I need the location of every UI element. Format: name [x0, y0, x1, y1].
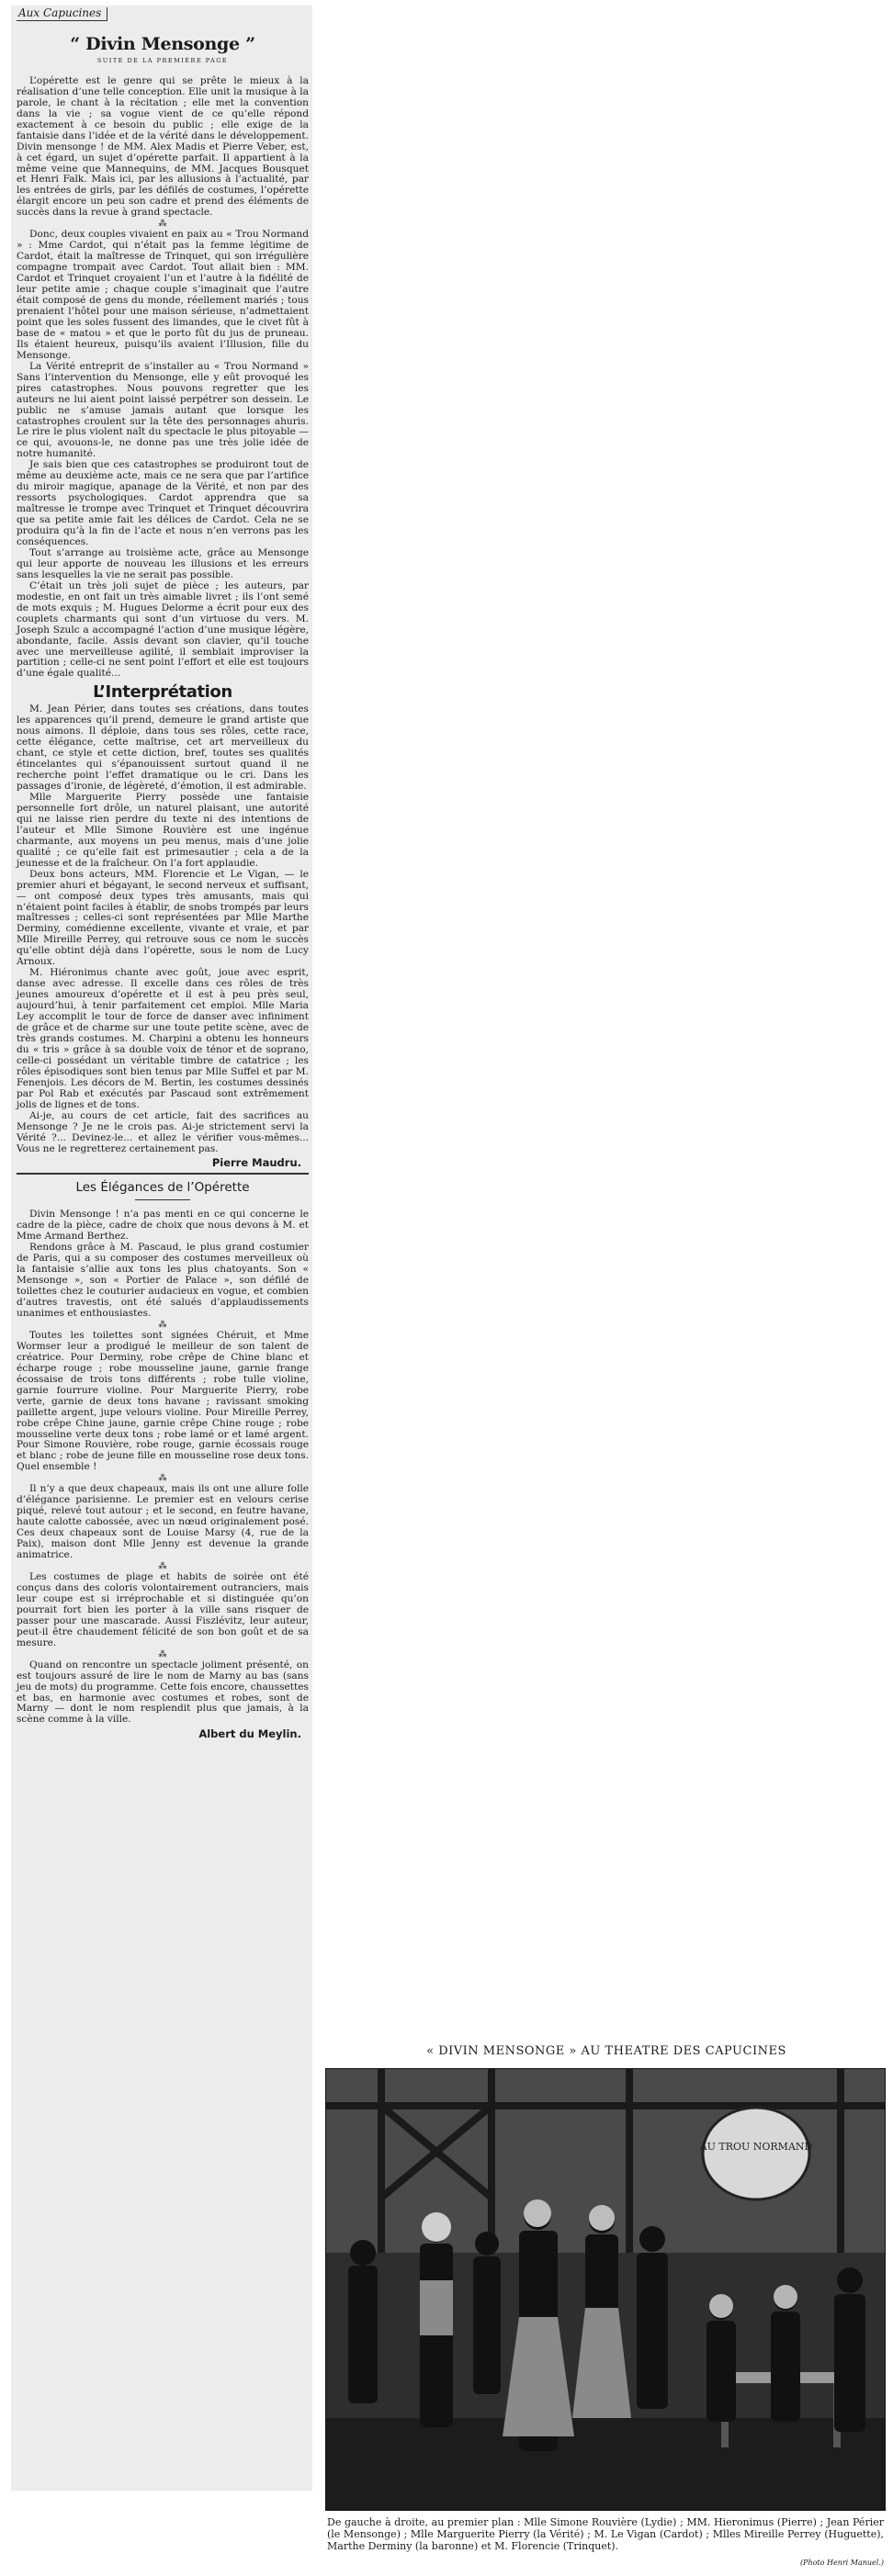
- photo-credit: (Photo Henri Manuel.): [799, 2559, 884, 2567]
- separator-stars: ⁂: [158, 1474, 167, 1484]
- interpretation-heading: L’Interprétation: [93, 682, 232, 703]
- interpretation-paragraph: Deux bons acteurs, MM. Florencie et Le Vigan, — le premier ahuri et bégayant, le second nerveux et suffisant, — ont composé deux types très amusants, mais qui n’étaient point faciles à établir, de snobs trompés par leurs maîtresses ; celles-ci sont représentées par Mlle Marthe Derminy, comédienne excellente, vivante et vraie, et par Mlle Mireille Perrey, qui retrouve sous ce nom le succès qu’elle obtint déjà dans l’opérette, sous le nom de Lucy Arnoux.: [17, 868, 309, 968]
- photo-figure: [322, 2039, 891, 2576]
- elegances-paragraph: Divin Mensonge ! n’a pas menti en ce qui concerne le cadre de la pièce, cadre de choix que nous devons à M. et Mme Armand Berthez.: [17, 1209, 309, 1243]
- separator-stars: ⁂: [158, 219, 167, 230]
- story-paragraph: Tout s’arrange au troisième acte, grâce au Mensonge qui leur apporte de nouveau les illusions et les erreurs sans lesquelles la vie ne serait pas possible.: [17, 546, 309, 580]
- separator-stars: ⁂: [158, 1320, 167, 1330]
- interpretation-paragraph: M. Jean Périer, dans toutes ses créations, dans toutes les apparences qu’il prend, demeure le grand artiste que nous aimons. Il déploie, dans tous ses rôles, cette race, cette élégance, cette maîtrise, cet art merveilleux du chant, ce style et cette diction, bref, toutes ses qualités étincelantes qui s’épanouissent surtout quand il ne recherche point l’effet dramatique ou le cri. Dans les passages d’ironie, de légèreté, d’émotion, il est admirable.: [17, 703, 309, 793]
- elegances-paragraph: Les costumes de plage et habits de soirée ont été conçus dans des coloris volontairement outranciers, mais leur coupe est si irréprochable et si distinguée qu’on pourrait fort bien les porter à la ville sans risquer de passer pour une mascarade. Aussi Fiszlévitz, leur auteur, peut-il être chaudement félicité de son bon goût et de sa mesure.: [17, 1571, 309, 1648]
- story-paragraph: La Vérité entreprit de s’installer au « Trou Normand » Sans l’intervention du Mensonge, elle y eût provoqué les pires catastrophes. Nous pouvons regretter que les auteurs ne lui aient point laissé perpétrer son dessein. Le public ne s’amuse jamais autant que lorsque les catastrophes croulent sur la tête des personnages ahuris. Le rire le plus violent naît du spectacle le plus pitoyable — ce qui, avouons-le, ne donne pas une très jolie idée de notre humanité.: [17, 360, 309, 460]
- elegances-paragraph: Il n’y a que deux chapeaux, mais ils ont une allure folle d’élégance parisienne. Le premier est en velours cerise piqué, relevé tout autour ; et le second, en feutre havane, haute calotte cabossée, avec un nœud originalement posé. Ces deux chapeaux sont de Louise Marsy (4, rue de la Paix), maison dont Mlle Jenny est devenue la grande animatrice.: [17, 1483, 309, 1561]
- elegances-heading: Les Élégances de l’Opérette: [75, 1180, 250, 1196]
- heading-underline: [135, 1199, 190, 1200]
- signature-meylin: Albert du Meylin.: [198, 1727, 301, 1741]
- story-paragraph: Donc, deux couples vivaient en paix au « Trou Normand » : Mme Cardot, qui n’était pas la femme légitime de Cardot, était la maîtresse de Trinquet, qui son irrégulière compagne trompait avec Cardot. Tout allait bien : MM. Cardot et Trinquet croyaient l’un et l’autre à la fidélité de leur petite amie ; chaque couple s’imaginait que l’autre était composé de gens du monde, réellement mariés ; tous prenaient l’hôtel pour une maison sérieuse, n’admettaient point que les soles fussent des limandes, que le civet fût à base de « matou » et que le porto fût du jus de pruneau. Ils étaient heureux, puisqu’ils avaient l’Illusion, fille du Mensonge.: [17, 229, 309, 361]
- interpretation-paragraph: Mlle Marguerite Pierry possède une fantaisie personnelle fort drôle, un naturel plaisant, une autorité qui ne laisse rien perdre du texte ni des intentions de l’auteur et Mlle Simone Rouvière est une ingénue charmante, aux moyens un peu menus, mais d’une jolie qualité ; ce qu’elle fait est primesautier ; cela a de la jeunesse et de la fraîcheur. On l’a fort applaudie.: [17, 792, 309, 869]
- separator-stars: ⁂: [158, 1562, 167, 1571]
- stage-photo-image: [326, 2069, 885, 2510]
- inn-sign-text: AU TROU NORMAND: [699, 2141, 813, 2153]
- stage-photo: [325, 2068, 886, 2511]
- section-divider: [17, 1173, 309, 1175]
- intro-paragraph: L’opérette est le genre qui se prête le mieux à la réalisation d’une telle conception. Elle unit la musique à la parole, le chant à la récitation ; elle met la convention dans la vie ; sa vogue vient de ce qu’elle répond exactement à ce besoin du public ; elle exige de la fantaisie dans l’idée et de la vérité dans le développement. Divin mensonge ! de MM. Alex Madis et Pierre Veber, est, à cet égard, un sujet d’opérette parfait. Il appartient à la même veine que Mannequins, de MM. Jacques Bousquet et Henri Falk. Mais ici, par les allusions à l’actualité, par les entrées de girls, par les défilés de costumes, l’opérette élargit encore un peu son cadre et prend des éléments de succès dans la revue à grand spectacle.: [17, 74, 309, 219]
- elegances-paragraph: Toutes les toilettes sont signées Chéruit, et Mme Wormser leur a prodigué le meilleur de son talent de créatrice. Pour Derminy, robe crêpe de Chine blanc et écharpe rouge ; robe mousseline jaune, garnie frange écossaise de trois tons différents ; robe tulle violine, garnie fourrure violine. Pour Marguerite Pierry, robe verte, garnie de deux tons havane ; ravissant smoking paillette argent, jupe velours violine. Pour Mireille Perrey, robe crêpe Chine jaune, garnie crêpe Chine rouge ; robe mousseline verte deux tons ; robe lamé or et lamé argent. Pour Simone Rouvière, robe rouge, garnie écossais rouge et blanc ; robe de jeune fille en mousseline rose deux tons. Quel ensemble !: [17, 1329, 309, 1473]
- interpretation-paragraph: Ai-je, au cours de cet article, fait des sacrifices au Mensonge ? Je ne le crois pas. Ai-je strictement servi la Vérité ?... Devinez-le... et allez le vérifier vous-mêmes... Vous ne le regretterez certainement pas.: [17, 1109, 309, 1154]
- rubric: Aux Capucines: [17, 7, 107, 21]
- continued-note: SUITE DE LA PREMIÈRE PAGE: [96, 56, 229, 64]
- interpretation-paragraph: M. Hiéronimus chante avec goût, joue avec esprit, danse avec adresse. Il excelle dans ces rôles de très jeunes amoureux d’opérette et il est à peu près seul, aujourd’hui, à tenir parfaitement cet emploi. Mlle Maria Ley accomplit le tour de force de danser avec infiniment de grâce et de charme sur une toute petite scène, avec de très grands costumes. M. Charpini a obtenu les honneurs du « tris » grâce à sa double voix de ténor et de soprano, celle-ci possédant un véritable timbre de catatrice ; les rôles épisodiques sont bien tenus par Mlle Suffel et par M. Fenenjois. Les décors de M. Bertin, les costumes dessinés par Pol Rab et exécutés par Pascaud sont extrêmement jolis de lignes et de tons.: [17, 967, 309, 1110]
- article-title: “ Divin Mensonge ”: [70, 33, 255, 54]
- story-paragraph: Je sais bien que ces catastrophes se produiront tout de même au deuxième acte, mais ce ne sera que par l’artifice du miroir magique, apanage de la Vérité, et non par des ressorts psychologiques. Cardot apprendra que sa maîtresse le trompe avec Trinquet et Trinquet découvrira que sa petite amie fait les délices de Cardot. Cela ne se produira qu’à la fin de l’acte et nous n’en verrons pas les conséquences.: [17, 459, 309, 547]
- elegances-paragraph: Rendons grâce à M. Pascaud, le plus grand costumier de Paris, qui a su composer des costumes merveilleux où la fantaisie s’allie aux tons les plus chatoyants. Son « Mensonge », son « Portier de Palace », son défilé de toilettes chez le couturier audacieux en vogue, et combien d’autres travestis, ont été salués d’applaudissements unanimes et enthousiastes.: [17, 1242, 309, 1319]
- story-paragraph: C’était un très joli sujet de pièce ; les auteurs, par modestie, en ont fait un très aimable livret ; ils l’ont semé de mots exquis ; M. Hugues Delorme a écrit pour eux des couplets charmants qui sont d’un virtuose du vers. M. Joseph Szulc a accompagné l’action d’une musique légère, abondante, facile. Assis devant son clavier, qu’il touche avec une merveilleuse agilité, il semblait improviser la partition ; celle-ci ne sent point l’effort et elle est toujours d’une égale qualité...: [17, 579, 309, 680]
- photo-caption: De gauche à droite, au premier plan : Mlle Simone Rouvière (Lydie) ; MM. Hieronimus (Pierre) ; Jean Périer (le Mensonge) ; Mlle Marguerite Pierry (la Vérité) ; M. Le Vigan (Cardot) ; Mlles Mireille Perrey (Huguette), Marthe Derminy (la baronne) et M. Florencie (Trinquet).: [327, 2516, 884, 2552]
- elegances-paragraph: Quand on rencontre un spectacle joliment présenté, on est toujours assuré de lire le nom de Marny au bas (sans jeu de mots) du programme. Cette fois encore, chaussettes et bas, en harmonie avec costumes et robes, sont de Marny — dont le nom resplendit plus que jamais, à la scène comme à la ville.: [17, 1659, 309, 1726]
- signature-maudru: Pierre Maudru.: [211, 1156, 301, 1170]
- separator-stars: ⁂: [158, 1649, 167, 1659]
- article-column: [11, 6, 312, 2491]
- photo-title: « DIVIN MENSONGE » AU THEATRE DES CAPUCINES: [426, 2044, 786, 2058]
